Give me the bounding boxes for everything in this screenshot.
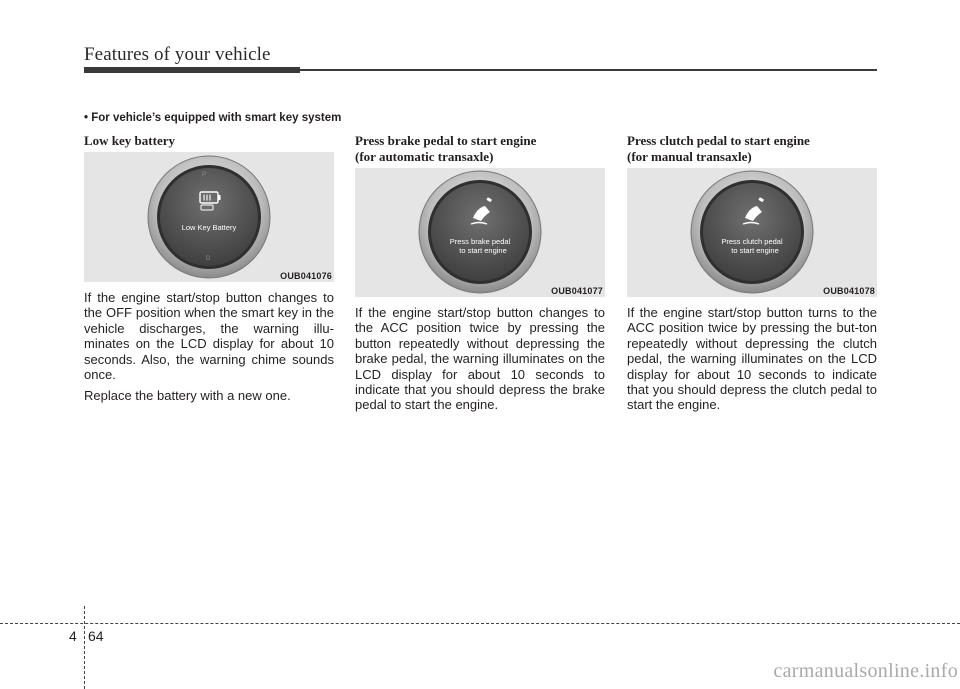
page-header-title: Features of your vehicle [84,44,271,65]
section-heading [355,133,605,165]
lcd-message-line: Press brake pedal [449,237,511,246]
lcd-display-illustration [84,152,334,282]
footer-divider [84,606,85,689]
section-press-clutch-pedal [627,133,877,413]
chapter-number: 4 [69,628,77,644]
heading-line: (for manual transaxle) [627,149,752,164]
header-rule-thin [300,69,877,71]
section-heading [84,133,334,149]
section-press-brake-pedal [355,133,605,413]
lcd-message-line: to start engine [459,246,507,255]
page-number: 64 [88,628,104,644]
svg-text:P: P [202,172,207,178]
intro-note: • For vehicle’s equipped with smart key system [84,112,342,124]
section-body [84,290,334,404]
paragraph: If the engine start/stop button turns to the ACC position twice by pressing the but-ton repeatedly without depressing the clutch pedal, the warning illuminates on the LCD display for about 10 seconds to indicate that you should depress the clutch pedal to start the engine. [627,305,877,413]
lcd-message-line: Low Key Battery [181,223,237,232]
section-heading [627,133,877,165]
lcd-display-illustration [355,168,605,297]
paragraph: If the engine start/stop button changes to the OFF position when the smart key in the vehicle discharges, the warning illu-minates on the LCD display for about 10 seconds. Also, the warning chime sounds once. [84,290,334,383]
paragraph: Replace the battery with a new one. [84,388,291,404]
figure-press-clutch-pedal [627,168,877,297]
section-body [627,305,877,413]
section-body [355,305,605,413]
figure-code: OUB041078 [823,286,875,296]
footer-rule [0,623,960,624]
heading-line: Low key battery [84,133,175,148]
watermark: carmanualsonline.info [773,660,958,682]
heading-line: Press brake pedal to start engine [355,133,537,148]
lcd-message-line: Press clutch pedal [721,237,783,246]
figure-code: OUB041077 [551,286,603,296]
paragraph: If the engine start/stop button changes to the ACC position twice by pressing the button repeatedly without depressing the brake pedal, the warning illuminates on the LCD display for about 10 seconds to indicate that you should depress the brake pedal to start the engine. [355,305,605,413]
heading-line: (for automatic transaxle) [355,149,494,164]
figure-press-brake-pedal [355,168,605,297]
heading-line: Press clutch pedal to start engine [627,133,810,148]
svg-text:D: D [206,256,211,262]
section-low-key-battery [84,133,334,404]
lcd-display-illustration [627,168,877,297]
figure-code: OUB041076 [280,271,332,281]
header-rule-thick [84,67,300,73]
lcd-message-line: to start engine [731,246,779,255]
figure-low-key-battery [84,152,334,282]
